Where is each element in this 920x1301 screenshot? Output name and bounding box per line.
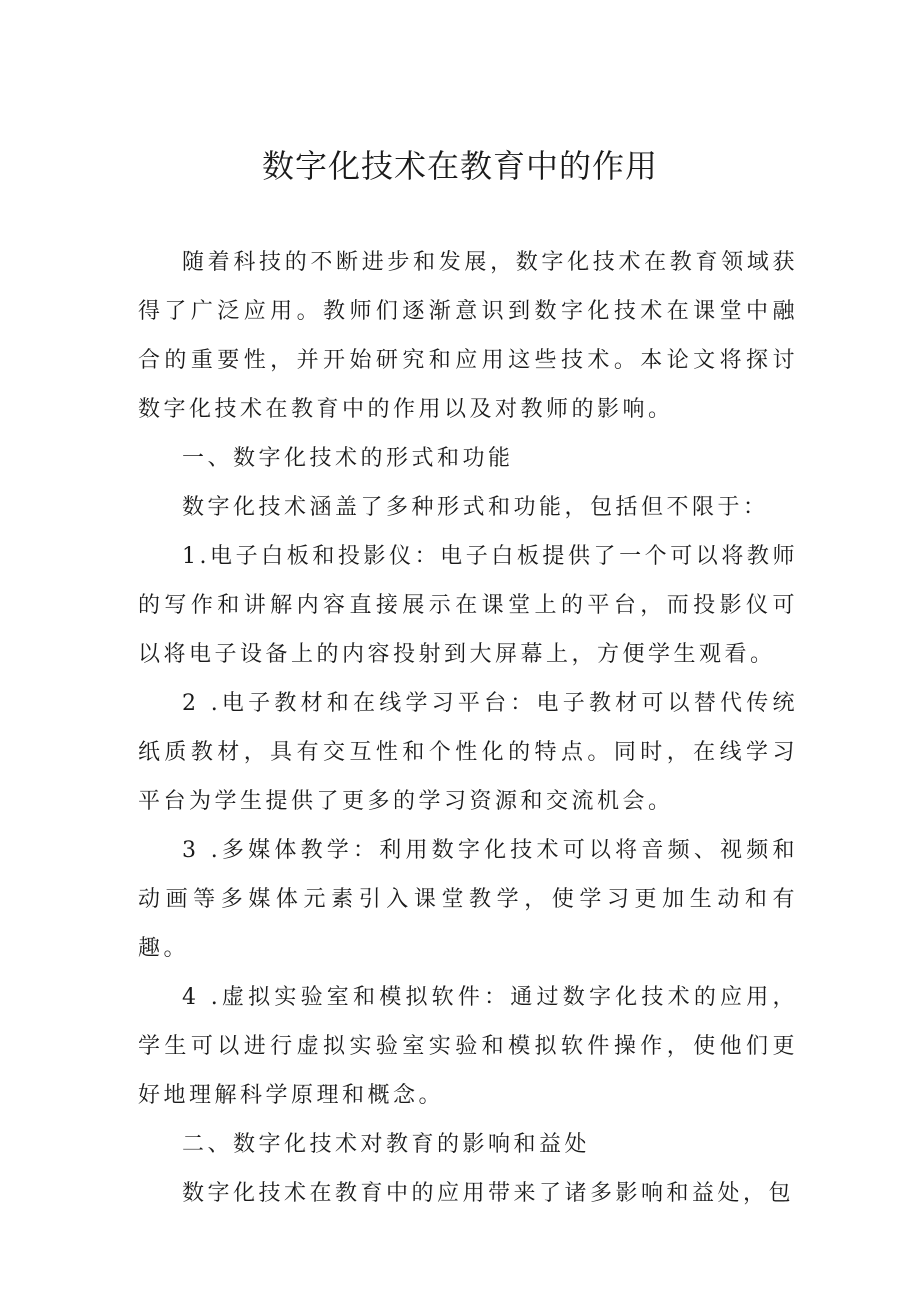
document-title: 数字化技术在教育中的作用: [261, 147, 658, 185]
paragraph-forms-intro: 数字化技术涵盖了多种形式和功能，包括但不限于：: [182, 495, 769, 520]
paragraph-intro: 随着科技的不断进步和发展，数字化技术在教育领域获得了广泛应用。教师们逐渐意识到数字化技术在课堂中融合的重要性，并开始研究和应用这些技术。本论文将探讨数字化技术在教育中的作用以及对教师的影响。: [138, 250, 798, 422]
list-item-1: 1.电子白板和投影仪：电子白板提供了一个可以将教师的写作和讲解内容直接展示在课堂上的平台，而投影仪可以将电子设备上的内容投射到大屏幕上，方便学生观看。: [138, 544, 798, 667]
section-heading-1: 一、数字化技术的形式和功能: [182, 446, 514, 471]
section-heading-2: 二、数字化技术对教育的影响和益处: [182, 1132, 591, 1157]
paragraph-benefits-intro: 数字化技术在教育中的应用带来了诸多影响和益处，包: [182, 1181, 795, 1206]
list-item-3: 3 .多媒体教学：利用数字化技术可以将音频、视频和动画等多媒体元素引入课堂教学，使学习更加生动和有趣。: [138, 838, 798, 961]
list-item-4: 4 .虚拟实验室和模拟软件：通过数字化技术的应用，学生可以进行虚拟实验室实验和模拟软件操作，使他们更好地理解科学原理和概念。: [138, 985, 798, 1108]
list-item-2: 2 .电子教材和在线学习平台：电子教材可以替代传统纸质教材，具有交互性和个性化的特点。同时，在线学习平台为学生提供了更多的学习资源和交流机会。: [138, 691, 798, 814]
document-body: [138, 238, 798, 1218]
